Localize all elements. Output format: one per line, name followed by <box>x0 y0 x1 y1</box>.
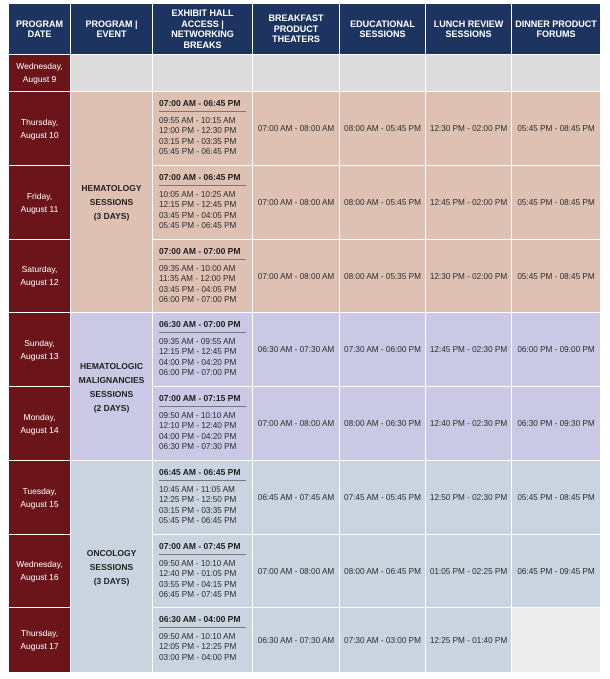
exhibit-hall-hours: 07:00 AM - 06:45 PM <box>159 92 246 112</box>
event-label-line: (3 DAYS) <box>93 211 130 221</box>
exhibit-hall-cell <box>153 92 253 166</box>
date-day: August 17 <box>20 641 59 651</box>
exhibit-hall-cell <box>153 240 253 313</box>
lunch-time: 12:30 PM - 02:00 PM <box>426 92 512 166</box>
exhibit-hall-cell <box>153 166 253 240</box>
date-weekday: Thursday, <box>20 116 59 127</box>
networking-break: 05:45 PM - 06:45 PM <box>159 147 237 157</box>
breakfast-time: 07:00 AM - 08:00 AM <box>253 240 340 313</box>
educational-time: 07:30 AM - 06:00 PM <box>340 313 426 387</box>
educational-time: 08:00 AM - 05:45 PM <box>340 92 426 166</box>
table-row <box>9 461 601 535</box>
breakfast-time: 07:00 AM - 08:00 AM <box>253 535 340 608</box>
networking-break: 12:40 PM - 01:05 PM <box>159 569 237 579</box>
event-label-line: HEMATOLOGY <box>81 183 142 193</box>
lunch-time: 12:45 PM - 02:00 PM <box>426 166 512 240</box>
networking-break: 10:45 AM - 11:05 AM <box>159 485 235 494</box>
educational-time: 08:00 AM - 05:45 PM <box>340 166 426 240</box>
exhibit-hall-hours: 07:00 AM - 07:45 PM <box>159 535 246 555</box>
header-program-date: PROGRAM DATE <box>9 4 71 55</box>
program-date <box>9 166 71 240</box>
program-date <box>9 313 71 387</box>
empty-cell <box>426 55 512 92</box>
program-date <box>9 461 71 535</box>
networking-break: 06:30 PM - 07:30 PM <box>159 442 237 452</box>
date-day: August 15 <box>20 498 59 509</box>
table-row <box>9 313 601 387</box>
educational-time: 08:00 AM - 06:30 PM <box>340 387 426 461</box>
networking-break: 12:15 PM - 12:45 PM <box>159 200 237 210</box>
event-label-line: SESSIONS <box>89 388 134 399</box>
breakfast-time: 06:45 AM - 07:45 AM <box>253 461 340 535</box>
event-label-line: HEMATOLOGIC <box>80 360 143 371</box>
header-breakfast: BREAKFAST PRODUCT THEATERS <box>253 4 340 55</box>
exhibit-hall-cell <box>153 313 253 387</box>
networking-break: 03:15 PM - 03:35 PM <box>159 136 237 146</box>
empty-cell <box>153 55 253 92</box>
empty-cell <box>512 608 601 673</box>
empty-cell <box>512 55 601 92</box>
networking-break: 12:15 PM - 12:45 PM <box>159 347 237 357</box>
networking-break: 05:45 PM - 06:45 PM <box>159 516 237 526</box>
exhibit-hall-hours: 06:45 AM - 06:45 PM <box>159 461 246 481</box>
networking-break: 09:55 AM - 10:15 AM <box>159 116 236 125</box>
lunch-time: 12:40 PM - 02:30 PM <box>426 387 512 461</box>
dinner-time: 06:45 PM - 09:45 PM <box>512 535 601 608</box>
event-label-line: MALIGNANCIES <box>78 374 145 385</box>
empty-cell <box>71 55 153 92</box>
educational-time: 07:30 AM - 03:00 PM <box>340 608 426 673</box>
lunch-time: 12:30 PM - 02:00 PM <box>426 240 512 313</box>
date-weekday: Saturday, <box>21 264 58 274</box>
dinner-time: 05:45 PM - 08:45 PM <box>512 461 601 535</box>
table-row <box>9 92 601 166</box>
event-label-line: ONCOLOGY <box>86 547 137 558</box>
date-day: August 10 <box>20 129 59 140</box>
header-exhibit-hall: EXHIBIT HALL ACCESS | NETWORKING BREAKS <box>153 4 253 55</box>
educational-time: 08:00 AM - 06:45 PM <box>340 535 426 608</box>
table-row <box>9 55 601 92</box>
networking-break: 06:45 PM - 07:45 PM <box>159 590 237 600</box>
networking-break: 05:45 PM - 06:45 PM <box>159 221 237 231</box>
networking-break: 03:15 PM - 03:35 PM <box>159 505 237 515</box>
date-weekday: Friday, <box>26 190 53 201</box>
date-day: August 13 <box>20 350 59 361</box>
dinner-time: 05:45 PM - 08:45 PM <box>512 92 601 166</box>
header-dinner: DINNER PRODUCT FORUMS <box>512 4 601 55</box>
breakfast-time: 07:00 AM - 08:00 AM <box>253 387 340 461</box>
dinner-time: 06:30 PM - 09:30 PM <box>512 387 601 461</box>
networking-break: 03:45 PM - 04:05 PM <box>159 210 237 220</box>
header-row <box>9 4 601 55</box>
exhibit-hall-hours: 07:00 AM - 07:00 PM <box>159 240 246 260</box>
networking-break: 12:05 PM - 12:25 PM <box>159 642 237 652</box>
networking-break: 09:50 AM - 10:10 AM <box>159 559 236 568</box>
event-label-line: (2 DAYS) <box>93 402 130 413</box>
networking-break: 04:00 PM - 04:20 PM <box>159 357 237 367</box>
breakfast-time: 07:00 AM - 08:00 AM <box>253 92 340 166</box>
networking-break: 04:00 PM - 04:20 PM <box>159 431 237 441</box>
date-day: August 11 <box>20 203 59 214</box>
networking-break: 09:35 AM - 09:55 AM <box>159 337 236 346</box>
exhibit-hall-cell <box>153 608 253 673</box>
networking-break: 12:10 PM - 12:40 PM <box>159 421 237 431</box>
event-label-line: SESSIONS <box>89 561 134 572</box>
date-weekday: Wednesday, <box>16 559 63 569</box>
networking-break: 10:05 AM - 10:25 AM <box>159 190 236 199</box>
dinner-time: 05:45 PM - 08:45 PM <box>512 166 601 240</box>
date-weekday: Thursday, <box>20 628 59 638</box>
schedule-table <box>8 3 601 673</box>
exhibit-hall-hours: 07:00 AM - 06:45 PM <box>159 166 246 186</box>
lunch-time: 12:50 PM - 02:30 PM <box>426 461 512 535</box>
header-program-event: PROGRAM | EVENT <box>71 4 153 55</box>
networking-break: 09:35 AM - 10:00 AM <box>159 264 236 273</box>
exhibit-hall-hours: 06:30 AM - 07:00 PM <box>159 313 246 333</box>
date-day: August 16 <box>20 572 59 582</box>
networking-break: 06:00 PM - 07:00 PM <box>159 368 237 378</box>
networking-break: 06:00 PM - 07:00 PM <box>159 295 237 305</box>
date-day: August 14 <box>20 424 59 435</box>
educational-time: 07:45 AM - 05:45 PM <box>340 461 426 535</box>
event-label-line: SESSIONS <box>89 197 134 207</box>
networking-break: 03:55 PM - 04:15 PM <box>159 579 237 589</box>
dinner-time: 06:00 PM - 09:00 PM <box>512 313 601 387</box>
breakfast-time: 07:00 AM - 08:00 AM <box>253 166 340 240</box>
educational-time: 08:00 AM - 05:35 PM <box>340 240 426 313</box>
networking-break: 03:45 PM - 04:05 PM <box>159 284 237 294</box>
header-lunch: LUNCH REVIEW SESSIONS <box>426 4 512 55</box>
date-weekday: Sunday, <box>24 337 55 348</box>
event-label-line: (3 DAYS) <box>93 575 130 586</box>
date-weekday: Wednesday, <box>16 61 63 71</box>
program-event-malignancies <box>71 313 153 461</box>
lunch-time: 12:45 PM - 02:30 PM <box>426 313 512 387</box>
program-date <box>9 240 71 313</box>
exhibit-hall-hours: 07:00 AM - 07:15 PM <box>159 387 246 407</box>
program-date <box>9 535 71 608</box>
exhibit-hall-cell <box>153 535 253 608</box>
lunch-time: 01:05 PM - 02:25 PM <box>426 535 512 608</box>
program-date <box>9 608 71 673</box>
networking-break: 11:35 AM - 12:00 PM <box>159 274 236 284</box>
networking-break: 09:50 AM - 10:10 AM <box>159 632 236 641</box>
program-event-hematology <box>71 92 153 313</box>
empty-cell <box>253 55 340 92</box>
dinner-time: 05:45 PM - 08:45 PM <box>512 240 601 313</box>
date-day: August 9 <box>22 74 57 84</box>
networking-break: 09:50 AM - 10:10 AM <box>159 411 236 420</box>
exhibit-hall-cell <box>153 461 253 535</box>
lunch-time: 12:25 PM - 01:40 PM <box>426 608 512 673</box>
program-date <box>9 92 71 166</box>
date-weekday: Tuesday, <box>22 485 57 496</box>
breakfast-time: 06:30 AM - 07:30 AM <box>253 313 340 387</box>
breakfast-time: 06:30 AM - 07:30 AM <box>253 608 340 673</box>
exhibit-hall-hours: 06:30 AM - 04:00 PM <box>159 608 246 628</box>
date-day: August 12 <box>20 277 59 287</box>
exhibit-hall-cell <box>153 387 253 461</box>
program-date <box>9 387 71 461</box>
networking-break: 12:25 PM - 12:50 PM <box>159 495 237 505</box>
empty-cell <box>340 55 426 92</box>
date-weekday: Monday, <box>23 411 56 422</box>
networking-break: 03:00 PM - 04:00 PM <box>159 652 237 662</box>
program-date <box>9 55 71 92</box>
program-event-oncology <box>71 461 153 673</box>
header-educational: EDUCATIONAL SESSIONS <box>340 4 426 55</box>
networking-break: 12:00 PM - 12:30 PM <box>159 126 237 136</box>
